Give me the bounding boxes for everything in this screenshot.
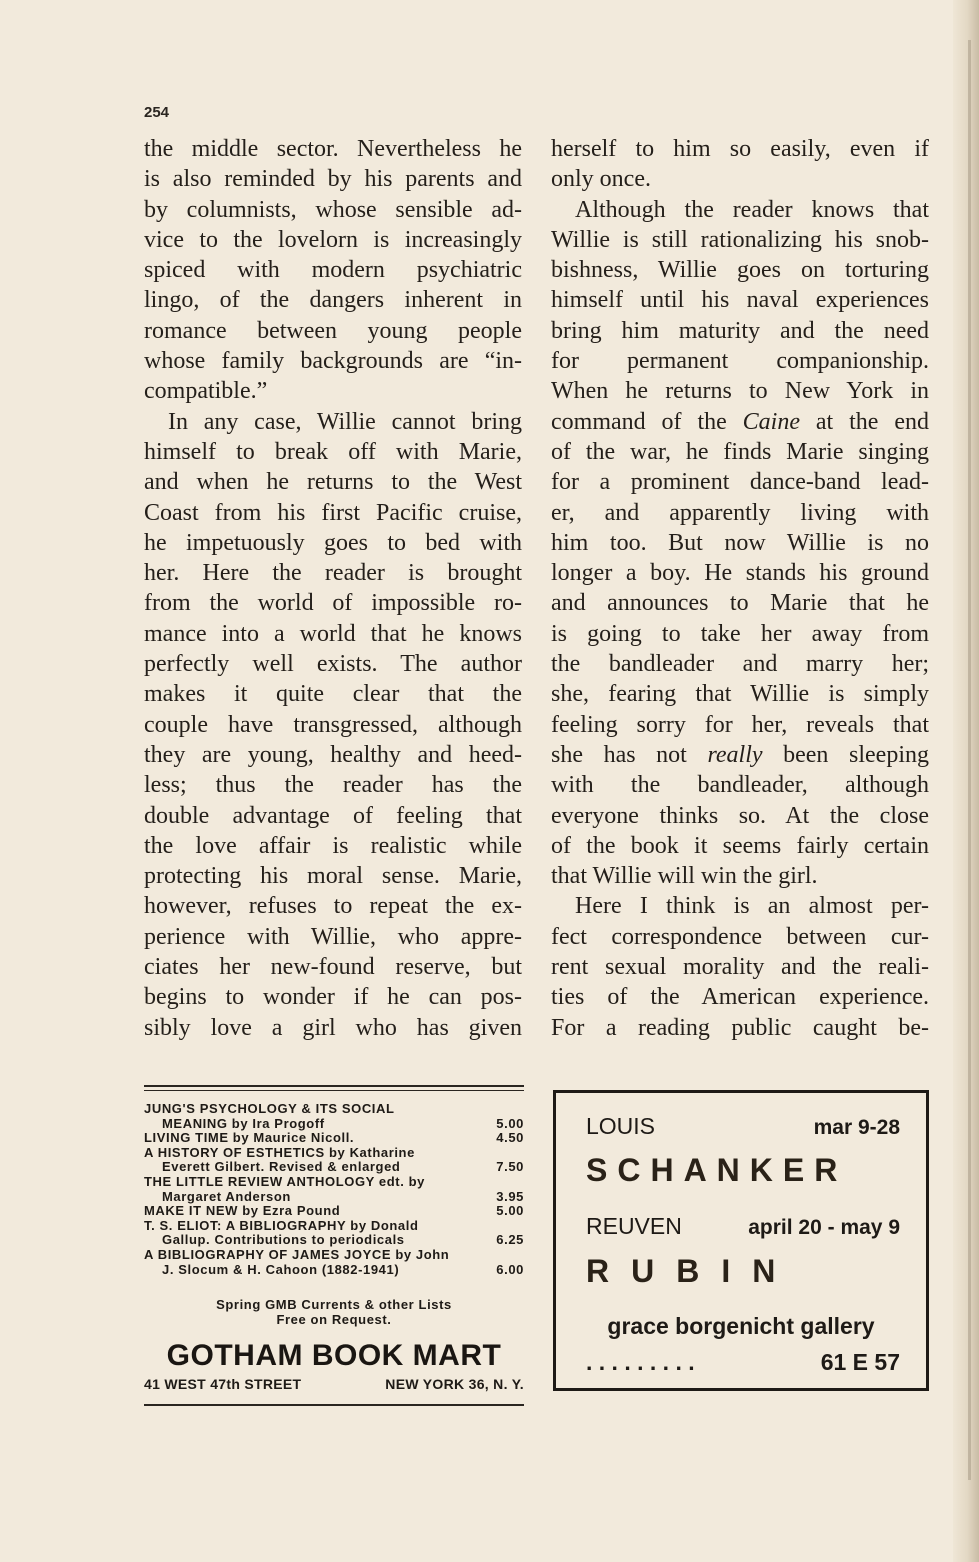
- book-title: T. S. ELIOT: A BIBLIOGRAPHY by Donald: [144, 1217, 419, 1233]
- artist1-row: [586, 1113, 900, 1140]
- text-line: couple have transgressed, although: [144, 711, 522, 738]
- text-segment: she has not: [551, 741, 708, 768]
- address-leader: . . . . . . . . .: [586, 1349, 695, 1375]
- text-line: he impetuously goes to bed with: [144, 529, 522, 556]
- text-line: with the bandleader, although: [551, 772, 929, 799]
- text-line: When he returns to New York in: [551, 378, 929, 405]
- artist2-last-name: RUBIN: [586, 1253, 798, 1289]
- text-line-with-italic: [551, 740, 929, 770]
- book-price: 5.00: [496, 1203, 524, 1219]
- text-line: is going to take her away from: [551, 620, 929, 647]
- ad-top-rule-thin: [144, 1090, 524, 1091]
- text-line: lingo, of the dangers inherent in: [144, 287, 522, 314]
- text-line: everyone thinks so. At the close: [551, 802, 929, 829]
- store-name: GOTHAM BOOK MART: [166, 1339, 502, 1372]
- book-row: [144, 1204, 524, 1219]
- text-line: For a reading public caught be-: [551, 1014, 929, 1041]
- text-line: her. Here the reader is brought: [144, 560, 522, 587]
- book-price: 7.50: [496, 1159, 524, 1175]
- book-row: [144, 1263, 524, 1278]
- book-price: 6.25: [496, 1232, 524, 1248]
- store-city: NEW YORK 36, N. Y.: [385, 1376, 524, 1392]
- page-edge-shadow: [953, 0, 979, 1562]
- text-line: him too. But now Willie is no: [551, 529, 929, 556]
- book-title: J. Slocum & H. Cahoon (1882-1941): [162, 1261, 400, 1277]
- gallery-exhibition-ad: [553, 1090, 929, 1391]
- gotham-book-mart-ad: [144, 1085, 524, 1407]
- free-line-2: Free on Request.: [276, 1312, 392, 1327]
- text-line: fect correspondence between cur-: [551, 923, 929, 950]
- artist2-dates: april 20 - may 9: [748, 1216, 900, 1239]
- text-line: for a prominent dance-band lead-: [551, 469, 929, 496]
- text-line: ciates her new-found reserve, but: [144, 954, 522, 981]
- book-price: 5.00: [496, 1115, 524, 1131]
- text-line: compatible.”: [144, 378, 268, 405]
- italic-emphasis: really: [707, 741, 763, 768]
- artist1-last-name: SCHANKER: [586, 1152, 848, 1188]
- text-line: rent sexual morality and the reali-: [551, 954, 929, 981]
- text-line: by columnists, whose sensible ad-: [144, 196, 522, 223]
- text-line: from the world of impossible ro-: [144, 590, 522, 617]
- book-title: Gallup. Contributions to periodicals: [162, 1232, 405, 1248]
- book-row: [144, 1131, 524, 1146]
- text-line-with-italic: [551, 407, 929, 437]
- text-line: for permanent companionship.: [551, 348, 929, 375]
- book-row: [144, 1117, 524, 1132]
- text-line: ties of the American experience.: [551, 984, 929, 1011]
- free-lists-notice: [144, 1297, 524, 1327]
- text-line: less; thus the reader has the: [144, 772, 522, 799]
- book-row: [144, 1160, 524, 1175]
- text-line: mance into a world that he knows: [144, 620, 522, 647]
- text-line: of the war, he finds Marie singing: [551, 438, 929, 465]
- text-line: they are young, healthy and heed-: [144, 741, 522, 768]
- text-line: that Willie will win the girl.: [551, 863, 818, 890]
- book-row: [144, 1219, 524, 1234]
- book-title: MAKE IT NEW by Ezra Pound: [144, 1203, 341, 1219]
- book-row: [144, 1233, 524, 1248]
- text-line: perfectly well exists. The author: [144, 651, 522, 678]
- page-number: 254: [144, 104, 170, 121]
- book-title: THE LITTLE REVIEW ANTHOLOGY edt. by: [144, 1173, 426, 1189]
- book-row: [144, 1102, 524, 1117]
- text-line: of the book it seems fairly certain: [551, 832, 929, 859]
- address-number: 61 E 57: [820, 1349, 900, 1375]
- text-segment: command of the: [551, 408, 743, 435]
- text-segment: been sleeping: [762, 741, 929, 768]
- text-line: feeling sorry for her, reveals that: [551, 711, 929, 738]
- book-title: Margaret Anderson: [162, 1188, 291, 1204]
- book-title: Everett Gilbert. Revised & enlarged: [162, 1159, 401, 1175]
- text-line: sibly love a girl who has given: [144, 1014, 522, 1041]
- store-address: [144, 1376, 524, 1392]
- text-line: only once.: [551, 166, 651, 193]
- artist1-first-name: LOUIS: [586, 1113, 656, 1139]
- text-line: begins to wonder if he can pos-: [144, 984, 522, 1011]
- text-line: longer a boy. He stands his ground: [551, 560, 929, 587]
- text-line: bring him maturity and the need: [551, 317, 929, 344]
- text-line: romance between young people: [144, 317, 522, 344]
- text-line: she, fearing that Willie is simply: [551, 681, 929, 708]
- book-title: LIVING TIME by Maurice Nicoll.: [144, 1130, 355, 1146]
- free-line-1: Spring GMB Currents & other Lists: [216, 1297, 452, 1312]
- text-line: spiced with modern psychiatric: [144, 257, 522, 284]
- article-left-column: [144, 134, 522, 1043]
- text-line: is also reminded by his parents and: [144, 166, 522, 193]
- text-line: himself until his naval experiences: [551, 287, 929, 314]
- text-line: Willie is still rationalizing his snob-: [551, 226, 929, 253]
- text-line: and when he returns to the West: [144, 469, 522, 496]
- paragraph-start-line: Here I think is an almost per-: [575, 893, 929, 920]
- text-segment: at the end: [800, 408, 929, 435]
- book-list: [144, 1102, 524, 1277]
- book-row: [144, 1175, 524, 1190]
- book-row: [144, 1190, 524, 1205]
- artist2-first-name: REUVEN: [586, 1213, 682, 1239]
- text-line: the bandleader and marry her;: [551, 651, 929, 678]
- book-title: A BIBLIOGRAPHY OF JAMES JOYCE by John: [144, 1246, 450, 1262]
- text-line: the love affair is realistic while: [144, 832, 522, 859]
- book-title: JUNG'S PSYCHOLOGY & ITS SOCIAL: [144, 1101, 395, 1116]
- page-binding-line: [968, 40, 971, 1480]
- text-line: whose family backgrounds are “in-: [144, 348, 522, 375]
- artist1-dates: mar 9-28: [813, 1116, 900, 1139]
- gallery-name: grace borgenicht gallery: [607, 1313, 875, 1339]
- book-title: A HISTORY OF ESTHETICS by Katharine: [144, 1144, 415, 1160]
- book-row: [144, 1248, 524, 1263]
- text-line: the middle sector. Nevertheless he: [144, 136, 522, 162]
- text-line: himself to break off with Marie,: [144, 438, 522, 465]
- text-line: however, refuses to repeat the ex-: [144, 893, 522, 920]
- book-row: [144, 1146, 524, 1161]
- text-line: protecting his moral sense. Marie,: [144, 863, 522, 890]
- artist2-row: [586, 1213, 900, 1240]
- text-line: er, and apparently living with: [551, 499, 929, 526]
- text-line: herself to him so easily, even if: [551, 136, 929, 162]
- gallery-address: [586, 1349, 900, 1376]
- book-price: 4.50: [496, 1130, 524, 1146]
- book-price: 3.95: [496, 1188, 524, 1204]
- text-line: and announces to Marie that he: [551, 590, 929, 617]
- text-line: makes it quite clear that the: [144, 681, 522, 708]
- book-title: MEANING by Ira Progoff: [162, 1115, 325, 1131]
- text-line: perience with Willie, who appre-: [144, 923, 522, 950]
- store-street: 41 WEST 47th STREET: [144, 1376, 302, 1392]
- italic-ship-name: Caine: [742, 408, 800, 435]
- text-line: bishness, Willie goes on torturing: [551, 257, 929, 284]
- text-line: double advantage of feeling that: [144, 802, 522, 829]
- ad-top-rule: [144, 1085, 524, 1087]
- paragraph-start-line: In any case, Willie cannot bring: [168, 408, 522, 435]
- ad-bottom-rule: [144, 1404, 524, 1406]
- text-line: vice to the lovelorn is increasingly: [144, 226, 522, 253]
- article-right-column: [551, 134, 929, 1043]
- book-price: 6.00: [496, 1261, 524, 1277]
- paragraph-start-line: Although the reader knows that: [575, 196, 929, 223]
- text-line: Coast from his first Pacific cruise,: [144, 499, 522, 526]
